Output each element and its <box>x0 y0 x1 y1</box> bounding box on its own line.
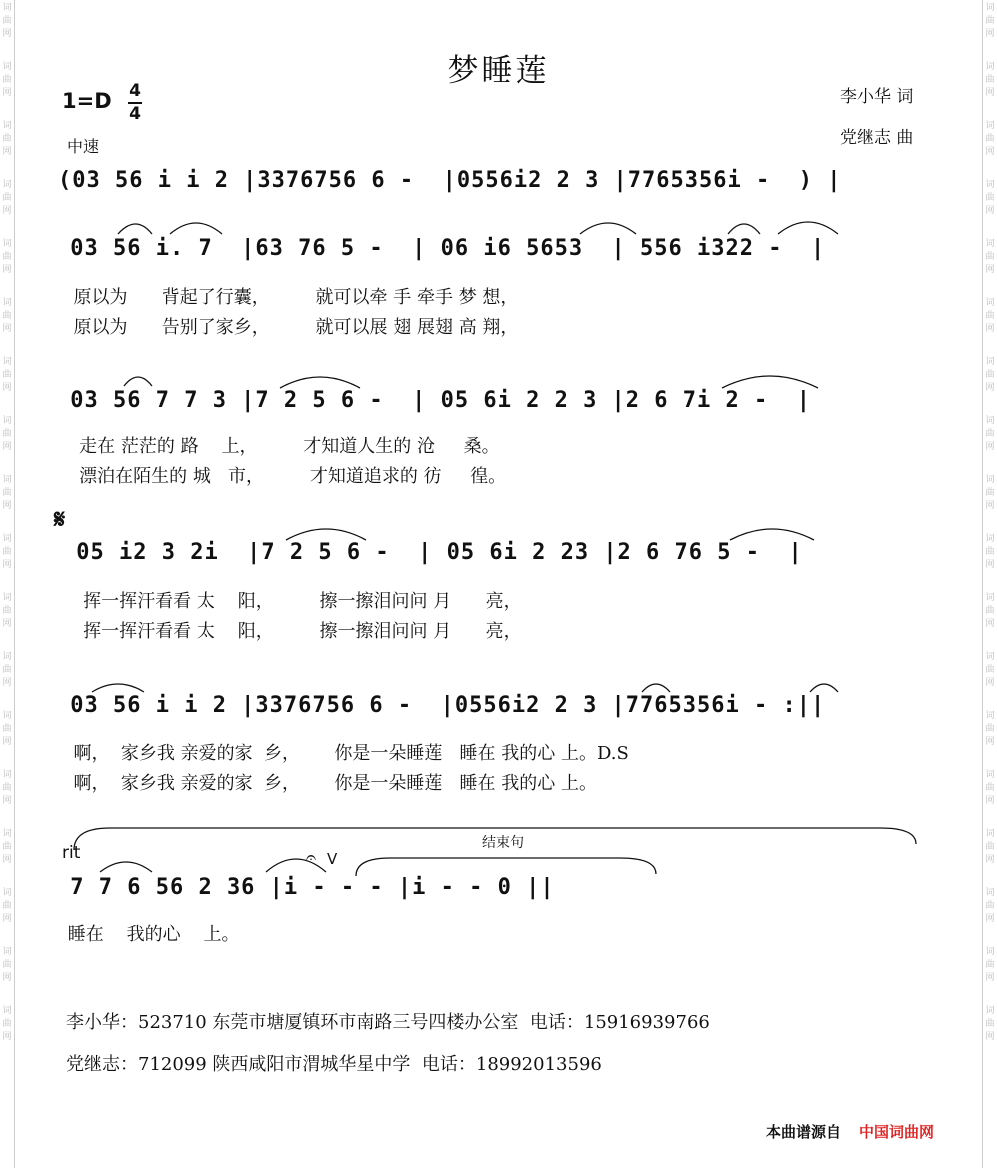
watermark-char: 曲 <box>2 665 12 675</box>
watermark-char: 词 <box>2 180 12 190</box>
watermark-group <box>2 474 12 513</box>
watermark-group <box>2 946 12 985</box>
watermark-group <box>985 238 995 277</box>
key-signature: 1=D <box>62 89 112 113</box>
footer-source <box>766 1121 934 1142</box>
right-watermark-strip <box>982 0 997 1168</box>
watermark-char: 网 <box>985 560 995 570</box>
score-line-6-notes: 7 7 6 56 2 36 |i - - - |i - - 0 || <box>56 875 555 900</box>
watermark-char: 曲 <box>985 547 995 557</box>
score-line-4-notes: 05 i2 3 2i |7 2 5 6 - | 05 6i 2 23 |2 6 76 5 - | <box>62 540 803 565</box>
watermark-group <box>985 474 995 513</box>
watermark-char: 曲 <box>2 488 12 498</box>
watermark-char: 网 <box>985 265 995 275</box>
watermark-char: 网 <box>985 383 995 393</box>
composer-credit: 党继志 曲 <box>840 128 914 148</box>
watermark-char: 词 <box>985 593 995 603</box>
watermark-group <box>985 710 995 749</box>
score-line-5-notes: 03 56 i i 2 |3376756 6 - |0556i2 2 3 |7765356i - :|| <box>56 693 826 718</box>
watermark-char: 网 <box>2 265 12 275</box>
watermark-char: 词 <box>2 947 12 957</box>
lyric-line-5-verse-1: 啊， 家乡我 亲爱的家 乡， 你是一朵睡莲 睡在 我的心 上。D.S <box>62 743 629 764</box>
watermark-char: 词 <box>985 829 995 839</box>
watermark-group <box>985 179 995 218</box>
watermark-char: 曲 <box>2 842 12 852</box>
watermark-group <box>2 769 12 808</box>
watermark-char: 曲 <box>985 842 995 852</box>
watermark-char: 词 <box>2 593 12 603</box>
watermark-char: 网 <box>985 914 995 924</box>
watermark-char: 词 <box>2 829 12 839</box>
watermark-char: 词 <box>985 239 995 249</box>
footer-source-label: 本曲谱源自 <box>766 1123 842 1141</box>
watermark-char: 网 <box>985 855 995 865</box>
watermark-char: 网 <box>2 324 12 334</box>
watermark-char: 网 <box>2 442 12 452</box>
watermark-char: 曲 <box>985 16 995 26</box>
lyricist-credit: 李小华 词 <box>840 87 914 107</box>
watermark-char: 词 <box>985 3 995 13</box>
watermark-group <box>2 828 12 867</box>
lyric-line-4-verse-2: 挥一挥汗看看 太 阳， 擦一擦泪问问 月 亮， <box>66 621 522 642</box>
watermark-group <box>2 651 12 690</box>
watermark-char: 词 <box>2 711 12 721</box>
watermark-group <box>2 533 12 572</box>
watermark-char: 词 <box>985 357 995 367</box>
watermark-char: 网 <box>2 88 12 98</box>
watermark-char: 网 <box>2 560 12 570</box>
watermark-char: 网 <box>985 29 995 39</box>
lyric-line-3-verse-1: 走在 茫茫的 路 上， 才知道人生的 沧 桑。 <box>62 436 500 457</box>
watermark-group <box>2 2 12 41</box>
watermark-group <box>985 297 995 336</box>
watermark-group <box>985 1005 995 1044</box>
watermark-char: 曲 <box>985 724 995 734</box>
watermark-group <box>2 297 12 336</box>
watermark-char: 词 <box>985 1006 995 1016</box>
watermark-char: 曲 <box>2 429 12 439</box>
watermark-group <box>985 651 995 690</box>
watermark-group <box>2 415 12 454</box>
watermark-char: 曲 <box>985 606 995 616</box>
watermark-char: 曲 <box>985 1019 995 1029</box>
watermark-char: 曲 <box>2 311 12 321</box>
lyric-line-5-verse-2: 啊， 家乡我 亲爱的家 乡， 你是一朵睡莲 睡在 我的心 上。 <box>62 773 597 794</box>
watermark-char: 曲 <box>985 960 995 970</box>
watermark-char: 词 <box>985 121 995 131</box>
watermark-char: 词 <box>2 888 12 898</box>
watermark-group <box>985 415 995 454</box>
contact-composer: 党继志：712099 陕西咸阳市渭城华星中学 电话：18992013596 <box>66 1054 602 1075</box>
watermark-char: 网 <box>985 737 995 747</box>
watermark-char: 曲 <box>985 75 995 85</box>
watermark-char: 网 <box>985 501 995 511</box>
watermark-group <box>2 238 12 277</box>
watermark-char: 网 <box>2 1032 12 1042</box>
watermark-char: 曲 <box>2 724 12 734</box>
watermark-char: 词 <box>2 534 12 544</box>
left-watermark-strip <box>0 0 15 1168</box>
watermark-char: 曲 <box>2 370 12 380</box>
watermark-group <box>2 887 12 926</box>
watermark-char: 词 <box>985 416 995 426</box>
watermark-char: 曲 <box>2 134 12 144</box>
song-title: 梦睡莲 <box>447 53 550 89</box>
watermark-char: 曲 <box>2 252 12 262</box>
watermark-group <box>985 120 995 159</box>
watermark-char: 网 <box>2 914 12 924</box>
watermark-char: 网 <box>985 619 995 629</box>
watermark-char: 网 <box>985 206 995 216</box>
watermark-char: 曲 <box>985 783 995 793</box>
watermark-char: 词 <box>2 357 12 367</box>
watermark-char: 网 <box>985 442 995 452</box>
watermark-char: 网 <box>2 206 12 216</box>
tempo-marking: 中速 <box>67 137 100 156</box>
watermark-group <box>2 356 12 395</box>
watermark-group <box>985 887 995 926</box>
score-line-3-notes: 03 56 7 7 3 |7 2 5 6 - | 05 6i 2 2 3 |2 6 7i 2 - | <box>56 388 811 413</box>
watermark-char: 网 <box>985 796 995 806</box>
watermark-char: 网 <box>985 973 995 983</box>
watermark-char: 网 <box>2 678 12 688</box>
watermark-char: 曲 <box>985 252 995 262</box>
ritardando-mark: rit <box>62 843 81 863</box>
watermark-char: 词 <box>985 475 995 485</box>
watermark-char: 网 <box>985 88 995 98</box>
watermark-char: 网 <box>985 678 995 688</box>
watermark-char: 网 <box>2 855 12 865</box>
watermark-char: 网 <box>2 29 12 39</box>
watermark-char: 曲 <box>985 134 995 144</box>
watermark-char: 曲 <box>2 547 12 557</box>
watermark-group <box>2 179 12 218</box>
lyric-line-3-verse-2: 漂泊在陌生的 城 市， 才知道追求的 彷 徨。 <box>62 466 507 487</box>
watermark-group <box>985 356 995 395</box>
watermark-group <box>2 592 12 631</box>
watermark-char: 网 <box>985 1032 995 1042</box>
watermark-char: 网 <box>2 737 12 747</box>
time-signature-bottom: 4 <box>129 104 141 124</box>
lyric-line-2-verse-2: 原以为 告别了家乡， 就可以展 翅 展翅 高 翔， <box>62 317 519 338</box>
watermark-group <box>985 2 995 41</box>
watermark-char: 词 <box>2 62 12 72</box>
watermark-char: 曲 <box>2 1019 12 1029</box>
watermark-char: 词 <box>985 180 995 190</box>
watermark-group <box>985 533 995 572</box>
watermark-char: 网 <box>2 973 12 983</box>
watermark-group <box>985 592 995 631</box>
watermark-group <box>2 710 12 749</box>
watermark-group <box>985 828 995 867</box>
watermark-char: 词 <box>985 534 995 544</box>
footer-site-link[interactable]: 中国词曲网 <box>859 1123 935 1141</box>
watermark-group <box>985 769 995 808</box>
watermark-char: 曲 <box>2 193 12 203</box>
watermark-group <box>2 120 12 159</box>
watermark-char: 网 <box>2 619 12 629</box>
watermark-char: 词 <box>2 239 12 249</box>
contact-lyricist: 李小华：523710 东莞市塘厦镇环市南路三号四楼办公室 电话：15916939766 <box>66 1012 710 1033</box>
lyric-line-6-verse-1: 睡在 我的心 上。 <box>62 924 240 945</box>
ending-label: 结束句 <box>482 835 524 851</box>
breath-mark: V <box>327 850 338 868</box>
lyric-line-2-verse-1: 原以为 背起了行囊， 就可以牵 手 牵手 梦 想， <box>62 287 519 308</box>
watermark-char: 曲 <box>2 75 12 85</box>
watermark-char: 网 <box>985 147 995 157</box>
watermark-char: 词 <box>985 652 995 662</box>
watermark-char: 词 <box>2 121 12 131</box>
time-signature <box>128 82 142 124</box>
watermark-char: 曲 <box>985 311 995 321</box>
watermark-char: 词 <box>985 711 995 721</box>
watermark-char: 词 <box>2 475 12 485</box>
watermark-char: 词 <box>985 888 995 898</box>
watermark-group <box>2 1005 12 1044</box>
watermark-char: 网 <box>985 324 995 334</box>
watermark-char: 词 <box>985 298 995 308</box>
watermark-char: 曲 <box>985 193 995 203</box>
watermark-group <box>985 946 995 985</box>
watermark-char: 网 <box>2 147 12 157</box>
watermark-char: 词 <box>2 416 12 426</box>
watermark-char: 词 <box>985 62 995 72</box>
watermark-char: 曲 <box>2 783 12 793</box>
watermark-char: 曲 <box>2 16 12 26</box>
watermark-char: 曲 <box>985 901 995 911</box>
watermark-char: 词 <box>2 298 12 308</box>
watermark-char: 词 <box>2 770 12 780</box>
watermark-char: 曲 <box>985 488 995 498</box>
fermata-mark: 𝄐 <box>306 847 317 868</box>
watermark-char: 曲 <box>2 901 12 911</box>
watermark-char: 词 <box>2 3 12 13</box>
watermark-char: 曲 <box>985 665 995 675</box>
watermark-char: 词 <box>985 947 995 957</box>
score-line-2-notes: 03 56 i. 7 |63 76 5 - | 06 i6 5653 | 556 i322 - | <box>56 236 826 261</box>
watermark-char: 曲 <box>985 429 995 439</box>
watermark-char: 网 <box>2 501 12 511</box>
watermark-char: 曲 <box>985 370 995 380</box>
time-signature-top: 4 <box>129 81 141 101</box>
watermark-char: 词 <box>2 1006 12 1016</box>
watermark-char: 网 <box>2 796 12 806</box>
watermark-char: 词 <box>985 770 995 780</box>
lyric-line-4-verse-1: 挥一挥汗看看 太 阳， 擦一擦泪问问 月 亮， <box>66 591 522 612</box>
segno-sign: 𝄋 <box>54 505 66 535</box>
watermark-char: 曲 <box>2 606 12 616</box>
watermark-char: 曲 <box>2 960 12 970</box>
score-line-1-notes: (03 56 i i 2 |3376756 6 - |0556i2 2 3 |7765356i - ) | <box>58 168 842 193</box>
watermark-char: 词 <box>2 652 12 662</box>
watermark-char: 网 <box>2 383 12 393</box>
